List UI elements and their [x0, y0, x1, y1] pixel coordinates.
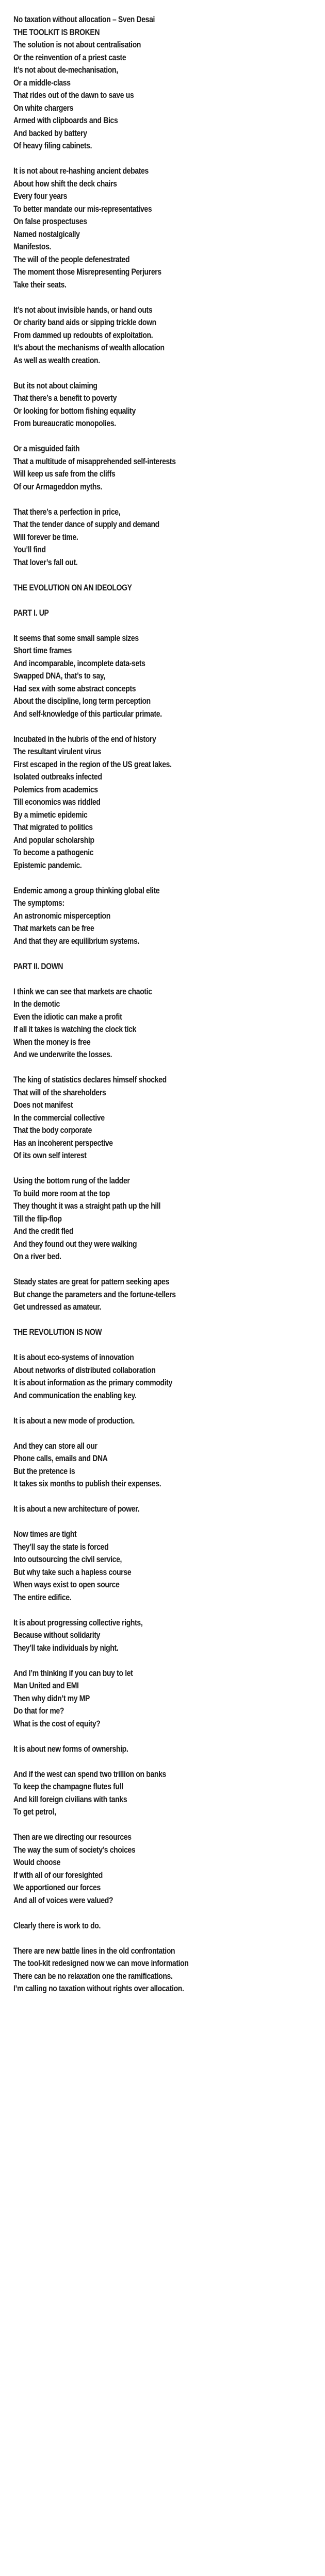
poem-line: Polemics from academics: [13, 784, 98, 794]
stanza-gap: [13, 1819, 263, 1832]
poem-line: And that they are equilibrium systems.: [13, 936, 139, 946]
poem-line: Now times are tight: [13, 1529, 77, 1539]
stanza-gap: [13, 1162, 263, 1175]
stanza-gap: [13, 1907, 263, 1920]
poem-line: Till economics was riddled: [13, 797, 101, 807]
stanza-gap: [13, 1263, 263, 1276]
poem-line: Of heavy filing cabinets.: [13, 141, 92, 150]
poem-line: Into outsourcing the civil service,: [13, 1554, 122, 1564]
poem-line: THE REVOLUTION IS NOW: [13, 1327, 102, 1337]
poem-line: When the money is free: [13, 1037, 91, 1047]
stanza-gap: [13, 1604, 263, 1617]
poem-line: And if the west can spend two trillion on banks: [13, 1769, 166, 1779]
poem-line: Endemic among a group thinking global elite: [13, 885, 160, 895]
poem-line: To build more room at the top: [13, 1188, 110, 1198]
stanza-gap: [13, 291, 263, 304]
poem-line: It takes six months to publish their expenses.: [13, 1479, 161, 1488]
poem-line: And we underwrite the losses.: [13, 1049, 112, 1059]
poem-line: And they can store all our: [13, 1440, 98, 1451]
poem-line: I think we can see that markets are chaotic: [13, 986, 152, 996]
poem-line: PART I. UP: [13, 607, 49, 618]
poem-line: It is about information as the primary commodity: [13, 1378, 173, 1387]
poem-line: Epistemic pandemic.: [13, 860, 82, 870]
poem-line: Armed with clipboards and Bics: [13, 115, 118, 125]
poem-line: It is about a new mode of production.: [13, 1415, 135, 1426]
poem-line: Of its own self interest: [13, 1150, 87, 1160]
poem-line: In the commercial collective: [13, 1112, 105, 1123]
poem-line: And they found out they were walking: [13, 1239, 137, 1249]
stanza-gap: [13, 1402, 263, 1415]
stanza-gap: [13, 1730, 263, 1743]
stanza-gap: [13, 947, 263, 960]
poem-line: If all it takes is watching the clock tick: [13, 1024, 137, 1034]
poem-line: To keep the champagne flutes full: [13, 1782, 123, 1791]
stanza-gap: [13, 1755, 263, 1768]
poem-line: It’s not about invisible hands, or hand outs: [13, 304, 153, 315]
poem-line: The entire edifice.: [13, 1592, 72, 1602]
poem-line: That a multitude of misapprehended self-interests: [13, 456, 176, 466]
poem-line: Every four years: [13, 191, 68, 201]
poem-line: Will keep us safe from the cliffs: [13, 469, 116, 479]
poem-line: Incubated in the hubris of the end of history: [13, 734, 156, 744]
poem-line: Or a misguided faith: [13, 444, 80, 453]
poem-line: That will of the shareholders: [13, 1087, 106, 1097]
poem-line: About how shift the deck chairs: [13, 178, 117, 189]
poem-line: That there’s a benefit to poverty: [13, 393, 117, 403]
poem-line: And popular scholarship: [13, 835, 94, 845]
poem-line: From bureaucratic monopolies.: [13, 418, 116, 428]
poem-line: First escaped in the region of the US great lakes.: [13, 759, 172, 769]
poem-line: The way the sum of society’s choices: [13, 1844, 136, 1855]
poem-line: The resultant virulent virus: [13, 747, 101, 756]
poem-line: Would choose: [13, 1857, 61, 1867]
poem-title: No taxation without allocation – Sven Desai: [13, 14, 155, 24]
poem-line: And the credit fled: [13, 1226, 74, 1236]
poem-line: Even the idiotic can make a profit: [13, 1011, 122, 1022]
stanza-gap: [13, 720, 263, 733]
poem-line: The moment those Misrepresenting Perjurers: [13, 267, 161, 277]
poem-line: To better mandate our mis-representatives: [13, 204, 152, 214]
poem-line: Or looking for bottom fishing equality: [13, 405, 136, 416]
poem-line: And all of voices were valued?: [13, 1895, 113, 1905]
poem-line: As well as wealth creation.: [13, 355, 100, 365]
poem-line: It’s about the mechanisms of wealth allocation: [13, 343, 165, 352]
poem-line: PART II. DOWN: [13, 961, 63, 971]
poem-line: Had sex with some abstract concepts: [13, 683, 136, 693]
poem-line: I’m calling no taxation without rights over allocation.: [13, 1984, 184, 1993]
poem-line: If with all of our foresighted: [13, 1870, 103, 1880]
poem-line: It is about progressing collective rights,: [13, 1617, 143, 1628]
poem-line: Get undressed as amateur.: [13, 1302, 102, 1312]
poem-line: Of our Armageddon myths.: [13, 481, 103, 492]
poem-line: THE EVOLUTION ON AN IDEOLOGY: [13, 582, 132, 592]
poem-line: From dammed up redoubts of exploitation.: [13, 330, 153, 340]
poem-line: On white chargers: [13, 103, 74, 113]
poem-line: Swapped DNA, that’s to say,: [13, 671, 105, 681]
poem-line: It is about eco-systems of innovation: [13, 1352, 134, 1362]
poem-body: [13, 26, 263, 1995]
poem-line: But change the parameters and the fortune-tellers: [13, 1289, 176, 1299]
poem-line: What is the cost of equity?: [13, 1718, 101, 1728]
stanza-gap: [13, 493, 263, 506]
stanza-gap: [13, 430, 263, 443]
stanza-gap: [13, 152, 263, 165]
poem-line: Short time frames: [13, 646, 72, 655]
poem-line: The king of statistics declares himself shocked: [13, 1075, 167, 1084]
stanza-gap: [13, 1427, 263, 1440]
poem-line: Will forever be time.: [13, 532, 78, 542]
poem-line: They thought it was a straight path up the hill: [13, 1201, 161, 1211]
poem-line: That the body corporate: [13, 1125, 92, 1135]
poem-line: Then why didn’t my MP: [13, 1693, 90, 1703]
poem-line: Or the reinvention of a priest caste: [13, 52, 126, 62]
poem-line: Till the flip-flop: [13, 1213, 62, 1224]
poem-line: On false prospectuses: [13, 216, 87, 226]
poem-line: Do that for me?: [13, 1706, 64, 1716]
poem-line: We apportioned our forces: [13, 1883, 101, 1892]
poem-line: That the tender dance of supply and demand: [13, 519, 159, 529]
poem-line: But its not about claiming: [13, 380, 98, 391]
poem-line: That markets can be free: [13, 923, 94, 933]
poem-line: And kill foreign civilians with tanks: [13, 1794, 127, 1804]
stanza-gap: [13, 1490, 263, 1503]
poem-line: Does not manifest: [13, 1100, 73, 1110]
poem-line: And incomparable, incomplete data-sets: [13, 658, 145, 668]
poem-line: They’ll say the state is forced: [13, 1541, 109, 1552]
poem-line: Man United and EMI: [13, 1681, 79, 1690]
poem-line: That lover’s fall out.: [13, 557, 78, 567]
stanza-gap: [13, 1061, 263, 1074]
poem-line: By a mimetic epidemic: [13, 809, 88, 820]
poem-line: Steady states are great for pattern seeking apes: [13, 1277, 169, 1286]
poem-line: It is about a new architecture of power.: [13, 1504, 140, 1514]
poem-line: And backed by battery: [13, 128, 87, 138]
stanza-gap: [13, 1339, 263, 1352]
poem-line: Or charity band aids or sipping trickle down: [13, 317, 156, 327]
stanza-gap: [13, 872, 263, 885]
poem-line: There can be no relaxation one the ramifications.: [13, 1971, 173, 1981]
poem-line: To become a pathogenic: [13, 848, 94, 857]
poem-line: That migrated to politics: [13, 822, 93, 832]
poem-line: An astronomic misperception: [13, 910, 110, 921]
poem-line: It’s not about de-mechanisation,: [13, 65, 118, 75]
poem-line: In the demotic: [13, 999, 60, 1009]
poem-line: That rides out of the dawn to save us: [13, 90, 134, 100]
poem-line: About the discipline, long term perception: [13, 696, 151, 706]
poem-line: Using the bottom rung of the ladder: [13, 1176, 130, 1185]
stanza-gap: [13, 1314, 263, 1327]
stanza-gap: [13, 1516, 263, 1529]
poem-line: It seems that some small sample sizes: [13, 633, 139, 643]
poem-line: It is not about re-hashing ancient debates: [13, 166, 149, 176]
poem-line: On a river bed.: [13, 1251, 61, 1261]
poem-line: The will of the people defenestrated: [13, 254, 130, 264]
poem-line: Take their seats.: [13, 279, 67, 290]
poem-line: They’ll take individuals by night.: [13, 1642, 119, 1653]
poem-line: Then are we directing our resources: [13, 1832, 132, 1842]
poem-line: Isolated outbreaks infected: [13, 772, 102, 782]
poem-line: Phone calls, emails and DNA: [13, 1453, 108, 1463]
stanza-gap: [13, 973, 263, 986]
poem-line: Because without solidarity: [13, 1630, 101, 1640]
stanza-gap: [13, 367, 263, 380]
poem-line: But why take such a hapless course: [13, 1567, 132, 1577]
poem-line: The symptoms:: [13, 898, 64, 908]
poem-line: Has an incoherent perspective: [13, 1138, 113, 1148]
poem-line: Or a middle-class: [13, 77, 71, 88]
poem-line: THE TOOLKIT IS BROKEN: [13, 27, 100, 37]
stanza-gap: [13, 1932, 263, 1945]
poem-line: The solution is not about centralisation: [13, 40, 141, 49]
stanza-gap: [13, 1654, 263, 1667]
stanza-gap: [13, 594, 263, 607]
poem-line: To get petrol,: [13, 1807, 56, 1817]
poem-line: And I’m thinking if you can buy to let: [13, 1668, 133, 1678]
poem-line: Manifestos.: [13, 242, 52, 251]
poem-line: And self-knowledge of this particular primate.: [13, 708, 162, 719]
poem-line: You’ll find: [13, 545, 46, 554]
poem-line: There are new battle lines in the old confrontation: [13, 1945, 175, 1956]
poem-line: When ways exist to open source: [13, 1580, 120, 1589]
poem-line: But the pretence is: [13, 1466, 75, 1476]
stanza-gap: [13, 619, 263, 632]
poem-line: That there’s a perfection in price,: [13, 506, 121, 517]
poem-line: Clearly there is work to do.: [13, 1920, 101, 1930]
poem-line: It is about new forms of ownership.: [13, 1743, 128, 1754]
poem-line: The tool-kit redesigned now we can move information: [13, 1958, 189, 1968]
poem-line: Named nostalgically: [13, 229, 80, 239]
poem-line: About networks of distributed collaboration: [13, 1365, 156, 1375]
stanza-gap: [13, 569, 263, 582]
poem-text: [13, 13, 263, 1995]
poem-line: And communication the enabling key.: [13, 1390, 137, 1400]
